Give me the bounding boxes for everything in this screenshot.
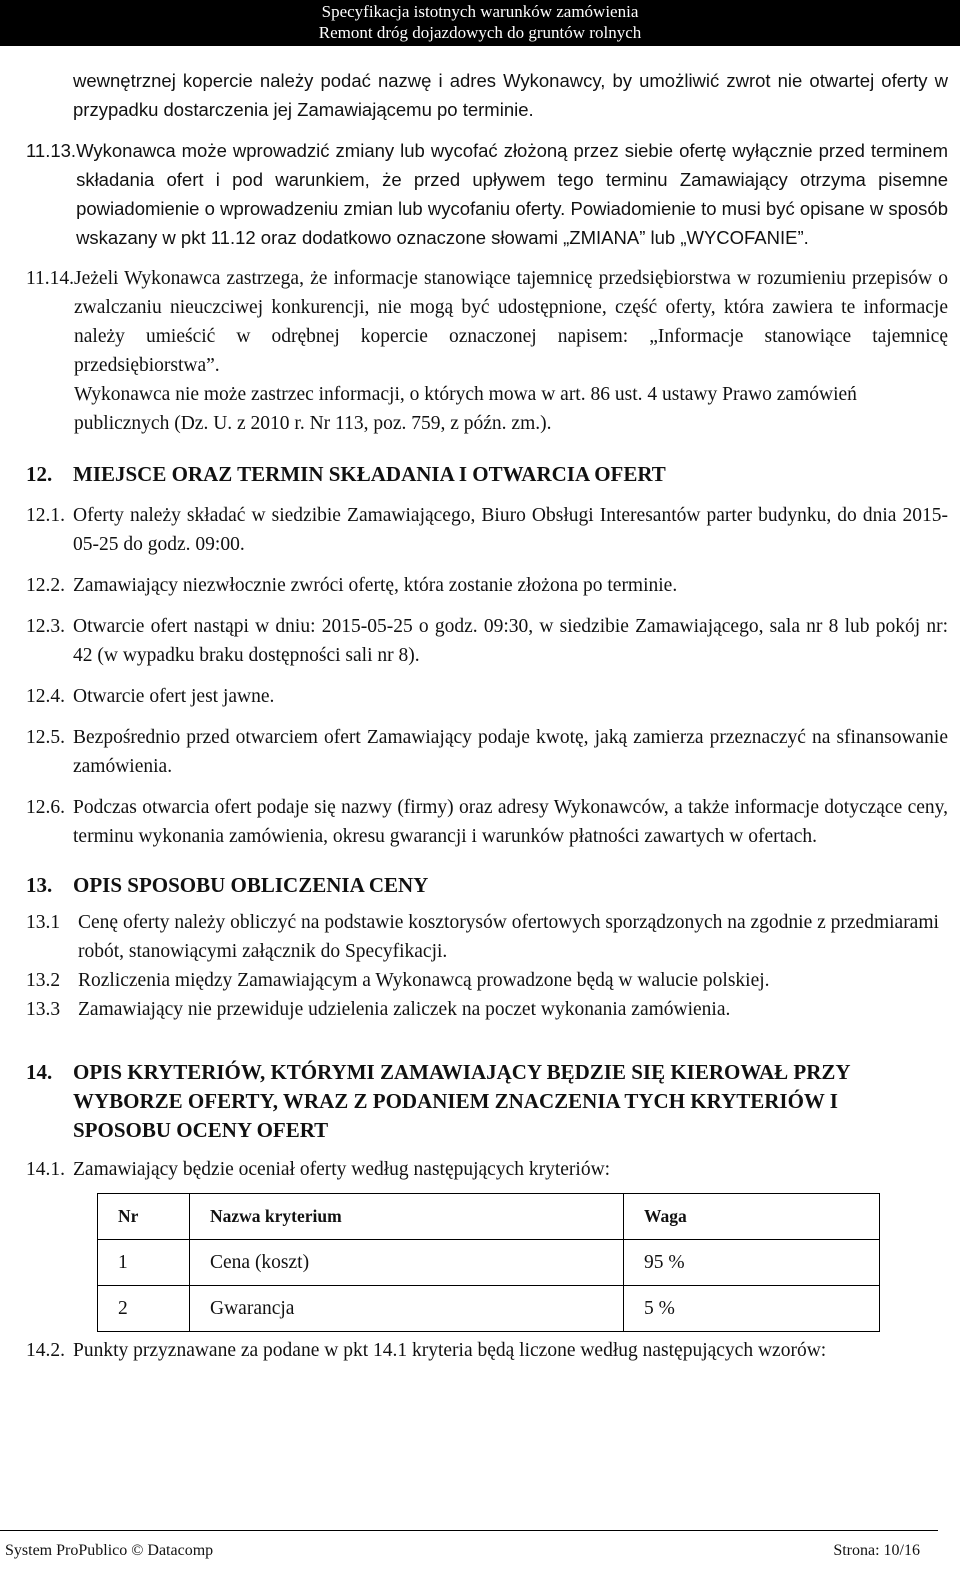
item-number: 12.4. xyxy=(26,686,65,707)
table-cell: 95 % xyxy=(624,1240,880,1286)
paragraph-11-13 xyxy=(26,136,948,252)
item-text: Rozliczenia między Zamawiającym a Wykonawcą prowadzone będą w walucie polskiej. xyxy=(78,970,770,991)
item-text: Zamawiający będzie oceniał oferty według następujących kryteriów: xyxy=(73,1159,611,1180)
page-number: Strona: 10/16 xyxy=(833,1542,920,1559)
item-number: 13.2 xyxy=(26,970,61,991)
item-number: 14.2. xyxy=(26,1340,65,1361)
item-number: 13.3 xyxy=(26,999,61,1020)
paragraph-text-continued: Wykonawca nie może zastrzec informacji, o których mowa w art. 86 ust. 4 ustawy Prawo zamówień publicznych (Dz. U. z 2010 r. Nr 113, poz. 759, z późn. zm.). xyxy=(74,384,857,434)
item-text: Otwarcie ofert nastąpi w dniu: 2015-05-25 o godz. 09:30, w siedzibie Zamawiającego, sala nr 8 lub pokój nr: 42 (w wypadku braku dostępności sali nr 8). xyxy=(73,616,948,666)
item-text: Oferty należy składać w siedzibie Zamawiającego, Biuro Obsługi Interesantów parter budynku, do dnia 2015-05-25 do godz. 09:00. xyxy=(73,505,948,555)
header-divider xyxy=(0,44,960,46)
section-14-heading xyxy=(26,1058,948,1145)
item-12-1 xyxy=(26,501,948,559)
item-text: Cenę oferty należy obliczyć na podstawie kosztorysów ofertowych sporządzonych na zgodnie z przedmiarami robót, stanowiącymi załącznik do Specyfikacji. xyxy=(78,912,939,962)
item-number: 13.1 xyxy=(26,912,61,933)
section-13-heading xyxy=(26,871,948,900)
paragraph-text: Wykonawca może wprowadzić zmiany lub wycofać złożoną przez siebie ofertę wyłącznie przed terminem składania ofert i pod warunkiem, że przed upływem tego terminu Zamawiający otrzyma pisemne powiadomienie o wprowadzeniu zmian lub wycofaniu oferty. Powiadomienie to musi być opisane w sposób wskazany w pkt 11.12 oraz dodatkowo oznaczone słowami „ZMIANA” lub „WYCOFANIE”. xyxy=(76,140,948,248)
item-number: 12.5. xyxy=(26,727,65,748)
table-cell: 1 xyxy=(98,1240,190,1286)
table-cell: 2 xyxy=(98,1286,190,1332)
page-header xyxy=(0,0,960,45)
criteria-table xyxy=(97,1193,880,1332)
item-text: Bezpośrednio przed otwarciem ofert Zamawiający podaje kwotę, jaką zamierza przeznaczyć na sfinansowanie zamówienia. xyxy=(73,727,948,777)
paragraph-body xyxy=(74,264,948,438)
item-12-3 xyxy=(26,612,948,670)
document-body xyxy=(26,66,948,1365)
item-text: Zamawiający niezwłocznie zwróci ofertę, która zostanie złożona po terminie. xyxy=(73,575,678,596)
item-number: 12.2. xyxy=(26,575,65,596)
item-14-2 xyxy=(26,1336,948,1365)
table-row xyxy=(98,1240,880,1286)
item-12-4 xyxy=(26,682,948,711)
item-13-1 xyxy=(26,908,948,966)
item-text: Otwarcie ofert jest jawne. xyxy=(73,686,275,707)
item-number: 12.3. xyxy=(26,616,65,637)
section-title: OPIS KRYTERIÓW, KTÓRYMI ZAMAWIAJĄCY BĘDZIE SIĘ KIEROWAŁ PRZY WYBORZE OFERTY, WRAZ Z PODANIEM ZNACZENIA TYCH KRYTERIÓW I SPOSOBU OCENY OFERT xyxy=(73,1060,850,1142)
item-number: 14.1. xyxy=(26,1159,65,1180)
page-footer xyxy=(5,1542,920,1560)
item-12-2 xyxy=(26,571,948,600)
intro-paragraph: wewnętrznej kopercie należy podać nazwę i adres Wykonawcy, by umożliwić zwrot nie otwartej oferty w przypadku dostarczenia jej Zamawiającemu po terminie. xyxy=(73,70,948,120)
footer-divider xyxy=(0,1530,938,1531)
column-header-name: Nazwa kryterium xyxy=(190,1194,624,1240)
item-12-6 xyxy=(26,793,948,851)
column-header-weight: Waga xyxy=(624,1194,880,1240)
section-number: 12. xyxy=(26,462,53,486)
item-12-5 xyxy=(26,723,948,781)
item-number: 12.1. xyxy=(26,505,65,526)
paragraph-text: Jeżeli Wykonawca zastrzega, że informacje stanowiące tajemnicę przedsiębiorstwa w rozumieniu przepisów o zwalczaniu nieuczciwej konkurencji, nie mogą być udostępnione, część oferty, która zawiera te informacje należy umieścić w odrębnej kopercie oznaczonej napisem: „Informacje stanowiące tajemnicę przedsiębiorstwa”. xyxy=(74,268,948,376)
header-title: Specyfikacja istotnych warunków zamówienia xyxy=(321,2,639,21)
item-13-3 xyxy=(26,995,948,1024)
paragraph-number: 11.13. xyxy=(26,140,77,161)
section-12-heading xyxy=(26,460,948,489)
table-cell: Gwarancja xyxy=(190,1286,624,1332)
section-title: MIEJSCE ORAZ TERMIN SKŁADANIA I OTWARCIA OFERT xyxy=(73,462,666,486)
section-number: 14. xyxy=(26,1060,53,1084)
item-14-1 xyxy=(26,1155,948,1184)
section-number: 13. xyxy=(26,873,53,897)
column-header-nr: Nr xyxy=(98,1194,190,1240)
table-cell: 5 % xyxy=(624,1286,880,1332)
paragraph-11-14 xyxy=(26,264,948,438)
item-13-2 xyxy=(26,966,948,995)
item-text: Zamawiający nie przewiduje udzielenia zaliczek na poczet wykonania zamówienia. xyxy=(78,999,731,1020)
section-title: OPIS SPOSOBU OBLICZENIA CENY xyxy=(73,873,429,897)
item-text: Punkty przyznawane za podane w pkt 14.1 kryteria będą liczone według następujących wzorów: xyxy=(73,1340,827,1361)
table-cell: Cena (koszt) xyxy=(190,1240,624,1286)
item-text: Podczas otwarcia ofert podaje się nazwy (firmy) oraz adresy Wykonawców, a także informacje dotyczące ceny, terminu wykonania zamówienia, okresu gwarancji i warunków płatności zawartych w ofertach. xyxy=(73,797,948,847)
paragraph-number: 11.14. xyxy=(26,268,75,289)
item-number: 12.6. xyxy=(26,797,65,818)
header-subtitle: Remont dróg dojazdowych do gruntów rolnych xyxy=(318,23,642,42)
table-header-row xyxy=(98,1194,880,1240)
footer-system-name: System ProPublico © Datacomp xyxy=(5,1542,214,1559)
table-row xyxy=(98,1286,880,1332)
